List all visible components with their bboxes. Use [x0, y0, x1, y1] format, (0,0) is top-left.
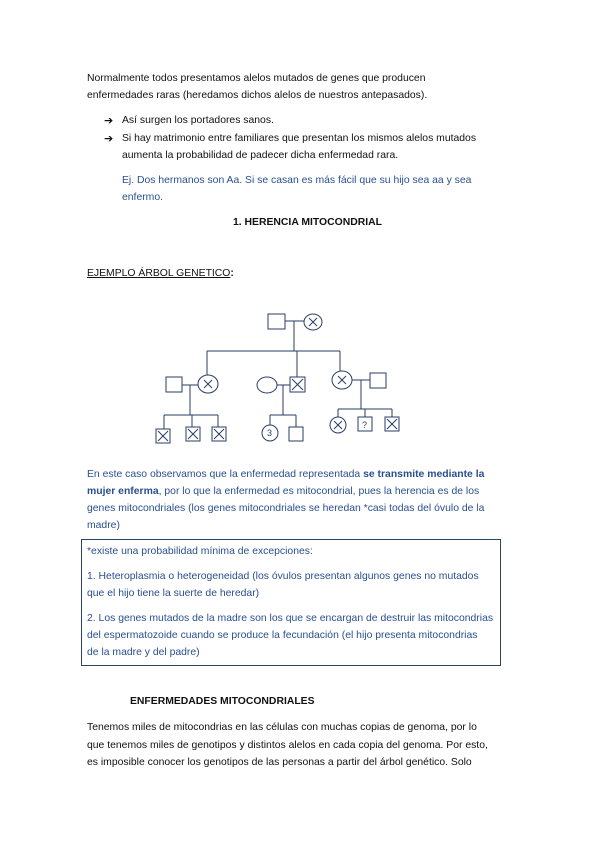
explanation-line-3: genes mitocondriales (los genes mitocondriales se heredan *casi todas del óvulo de la	[87, 503, 485, 514]
bullet-2-line-2: aumenta la probabilidad de padecer dicha enfermedad rara.	[122, 150, 399, 161]
explanation-emphasis: mujer enferma	[87, 486, 159, 497]
tree-heading-text: EJEMPLO ÁRBOL GENETICO	[87, 268, 231, 279]
pedigree-child-count: 3	[267, 428, 273, 438]
pedigree-chart	[150, 305, 420, 455]
pedigree-father-1	[166, 377, 182, 392]
tree-heading	[87, 265, 234, 283]
arrow-right-icon: ➔	[104, 115, 114, 127]
closing-line-2: que tenemos miles de genotipos y distintos alelos en cada copia del genoma. Por esto,	[87, 740, 488, 751]
pedigree-grandfather	[268, 314, 285, 329]
note-item-2-line-3: de la madre y del padre)	[87, 647, 200, 658]
explanation-text: , por lo que la enfermedad es mitocondrial, pues la herencia es de los	[158, 486, 480, 497]
bullet-2-line-1: Si hay matrimonio entre familiares que presentan los mismos alelos mutados	[122, 133, 477, 144]
pedigree-question-mark: ?	[362, 420, 368, 430]
example-line-2: enfermo.	[122, 192, 164, 203]
pedigree-child-2b	[289, 427, 303, 441]
note-item-2-line-2: del espermatozoide cuando se produce la fecundación (el hijo presenta mitocondrias	[87, 630, 478, 641]
closing-line-3: es imposible conocer los genotipos de las personas a partir del árbol genético. Solo	[87, 757, 472, 768]
note-title: *existe una probabilidad mínima de excepciones:	[87, 546, 313, 557]
intro-line-1: Normalmente todos presentamos alelos mutados de genes que producen	[87, 73, 426, 84]
intro-line-2: enfermedades raras (heredamos dichos alelos de nuestros antepasados).	[87, 90, 428, 101]
note-item-1-line-2: que el hijo tiene la suerte de heredar)	[87, 588, 260, 599]
explanation-line-4: madre)	[87, 520, 120, 531]
closing-line-1: Tenemos miles de mitocondrias en las células con muchas copias de genoma, por lo	[87, 722, 477, 733]
explanation-text: En este caso observamos que la enfermedad representada	[87, 469, 364, 480]
explanation-emphasis: se transmite mediante la	[363, 469, 485, 480]
bullet-1-text: Así surgen los portadores sanos.	[122, 115, 274, 126]
note-item-1-line-1: 1. Heteroplasmia o heterogeneidad (los óvulos presentan algunos genes no mutados	[87, 571, 479, 582]
example-line-1: Ej. Dos hermanos son Aa. Si se casan es más fácil que su hijo sea aa y sea	[122, 175, 472, 186]
arrow-right-icon: ➔	[104, 133, 114, 145]
tree-heading-colon: :	[230, 268, 234, 279]
section-heading-herencia: 1. HERENCIA MITOCONDRIAL	[233, 217, 382, 228]
pedigree-father-3	[370, 373, 386, 388]
explanation-line-1	[87, 466, 484, 484]
explanation-line-2	[87, 483, 479, 501]
note-item-2-line-1: 2. Los genes mutados de la madre son los que se encargan de destruir las mitocondrias	[87, 613, 494, 624]
section-heading-enfermedades: ENFERMEDADES MITOCONDRIALES	[130, 696, 315, 707]
pedigree-mother-2	[257, 377, 277, 393]
